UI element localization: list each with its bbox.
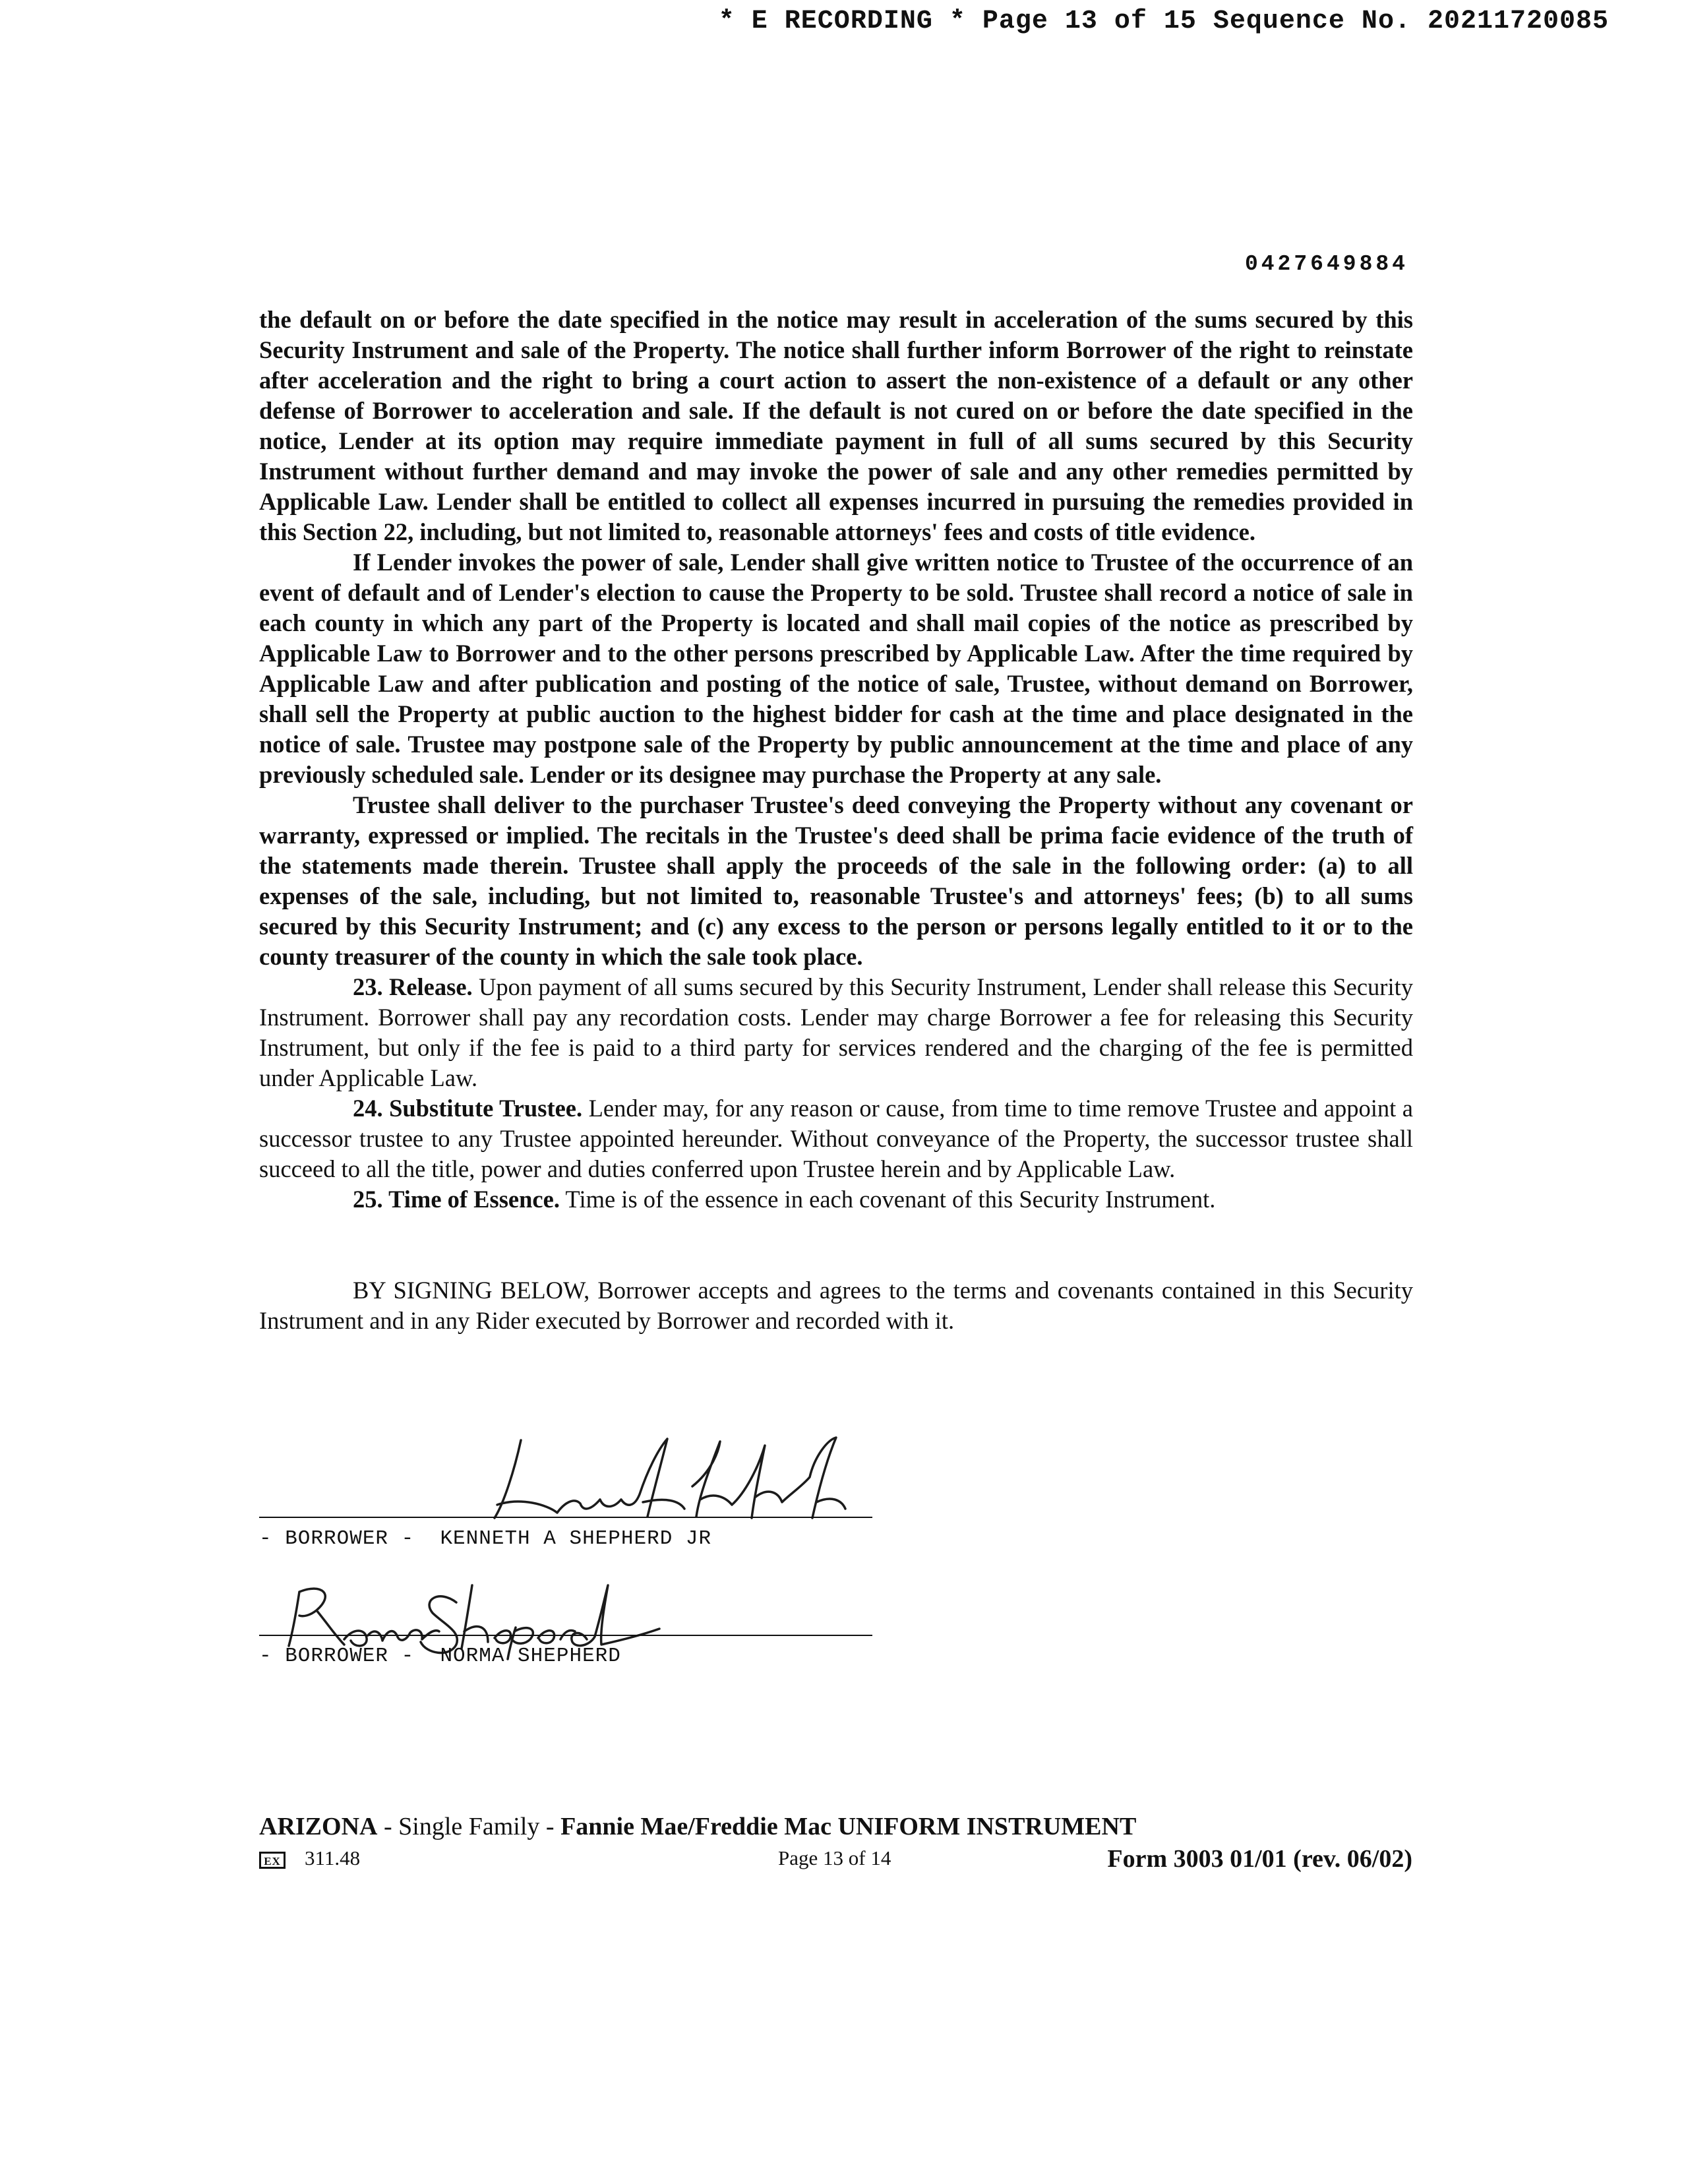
loan-number: 0427649884 (1244, 252, 1408, 276)
ellie-mae-logo-icon: EX (259, 1852, 286, 1869)
paragraph-trustee-deed: Trustee shall deliver to the purchaser Trustee's deed conveying the Property without any covenant or warranty, expressed or implied. The recitals in the Trustee's deed shall be prima facie evidence of the truth of the statements made therein. Trustee shall apply the proceeds of the sale in the following order: (a) to all expenses of the sale, including, but not limited to, reasonable Trustee's and attorneys' fees; (b) to all sums secured by this Security Instrument; and (c) any excess to the person or persons legally entitled to it or to the county treasurer of the county in which the sale took place. (259, 791, 1413, 970)
borrower-label-2: - BORROWER - NORMA SHEPHERD (259, 1645, 621, 1668)
section-25-time-of-essence (259, 1184, 1413, 1215)
footer-form-number: Form 3003 01/01 (rev. 06/02) (1107, 1845, 1412, 1873)
signature-kenneth (475, 1431, 884, 1530)
recording-header: * E RECORDING * Page 13 of 15 Sequence No. 20211720085 (718, 7, 1609, 36)
document-body (259, 305, 1413, 1336)
section-23-heading: 23. Release. (353, 973, 473, 1000)
footer-form-title (259, 1812, 1136, 1841)
section-25-heading: 25. Time of Essence. (353, 1186, 560, 1213)
footer-state: ARIZONA (259, 1813, 378, 1840)
footer-instrument-title: Fannie Mae/Freddie Mac UNIFORM INSTRUMENT (560, 1813, 1137, 1840)
section-24-heading: 24. Substitute Trustee. (353, 1095, 583, 1122)
signing-statement: BY SIGNING BELOW, Borrower accepts and agrees to the terms and covenants contained in this Security Instrument and in any Rider executed by Borrower and recorded with it. (259, 1277, 1413, 1334)
footer-code: 311.48 (305, 1846, 361, 1869)
section-24-substitute-trustee (259, 1093, 1413, 1184)
signature-line-2 (259, 1635, 872, 1636)
footer-separator: - Single Family - (377, 1813, 561, 1840)
signature-line-1 (259, 1517, 872, 1518)
paragraph-power-of-sale: If Lender invokes the power of sale, Lender shall give written notice to Trustee of the occurrence of an event of default and of Lender's election to cause the Property to be sold. Trustee shall record a notice of sale in each county in which any part of the Property is located and shall mail copies of the notice as prescribed by Applicable Law to Borrower and to the other persons prescribed by Applicable Law. After the time required by Applicable Law and after publication and posting of the notice of sale, Trustee, without demand on Borrower, shall sell the Property at public auction to the highest bidder for cash at the time and place designated in the notice of sale. Trustee may postpone sale of the Property by public announcement at the time and place of any previously scheduled sale. Lender or its designee may purchase the Property at any sale. (259, 549, 1413, 788)
section-24-body: Lender may, for any reason or cause, from time to time remove Trustee and appoint a successor trustee to any Trustee appointed hereunder. Without conveyance of the Property, the successor trustee shall succeed to all the title, power and duties conferred upon Trustee herein and by Applicable Law. (259, 1095, 1413, 1182)
section-25-body: Time is of the essence in each covenant of this Security Instrument. (559, 1186, 1216, 1213)
borrower-label-1: - BORROWER - KENNETH A SHEPHERD JR (259, 1527, 712, 1550)
section-23-body: Upon payment of all sums secured by this Security Instrument, Lender shall release this Security Instrument. Borrower shall pay any recordation costs. Lender may charge Borrower a fee for releasing this Security Instrument, but only if the fee is paid to a third party for services rendered and the charging of the fee is permitted under Applicable Law. (259, 973, 1413, 1091)
section-23-release (259, 972, 1413, 1093)
paragraph-default-notice: the default on or before the date specified in the notice may result in acceleration of the sums secured by this Security Instrument and sale of the Property. The notice shall further inform Borrower of the right to reinstate after acceleration and the right to bring a court action to assert the non-existence of a default or any other defense of Borrower to acceleration and sale. If the default is not cured on or before the date specified in the notice, Lender at its option may require immediate payment in full of all sums secured by this Security Instrument without further demand and may invoke the power of sale and any other remedies permitted by Applicable Law. Lender shall be entitled to collect all expenses incurred in pursuing the remedies provided in this Section 22, including, but not limited to, reasonable attorneys' fees and costs of title evidence. (259, 306, 1413, 545)
footer-page-number: Page 13 of 14 (778, 1846, 891, 1869)
